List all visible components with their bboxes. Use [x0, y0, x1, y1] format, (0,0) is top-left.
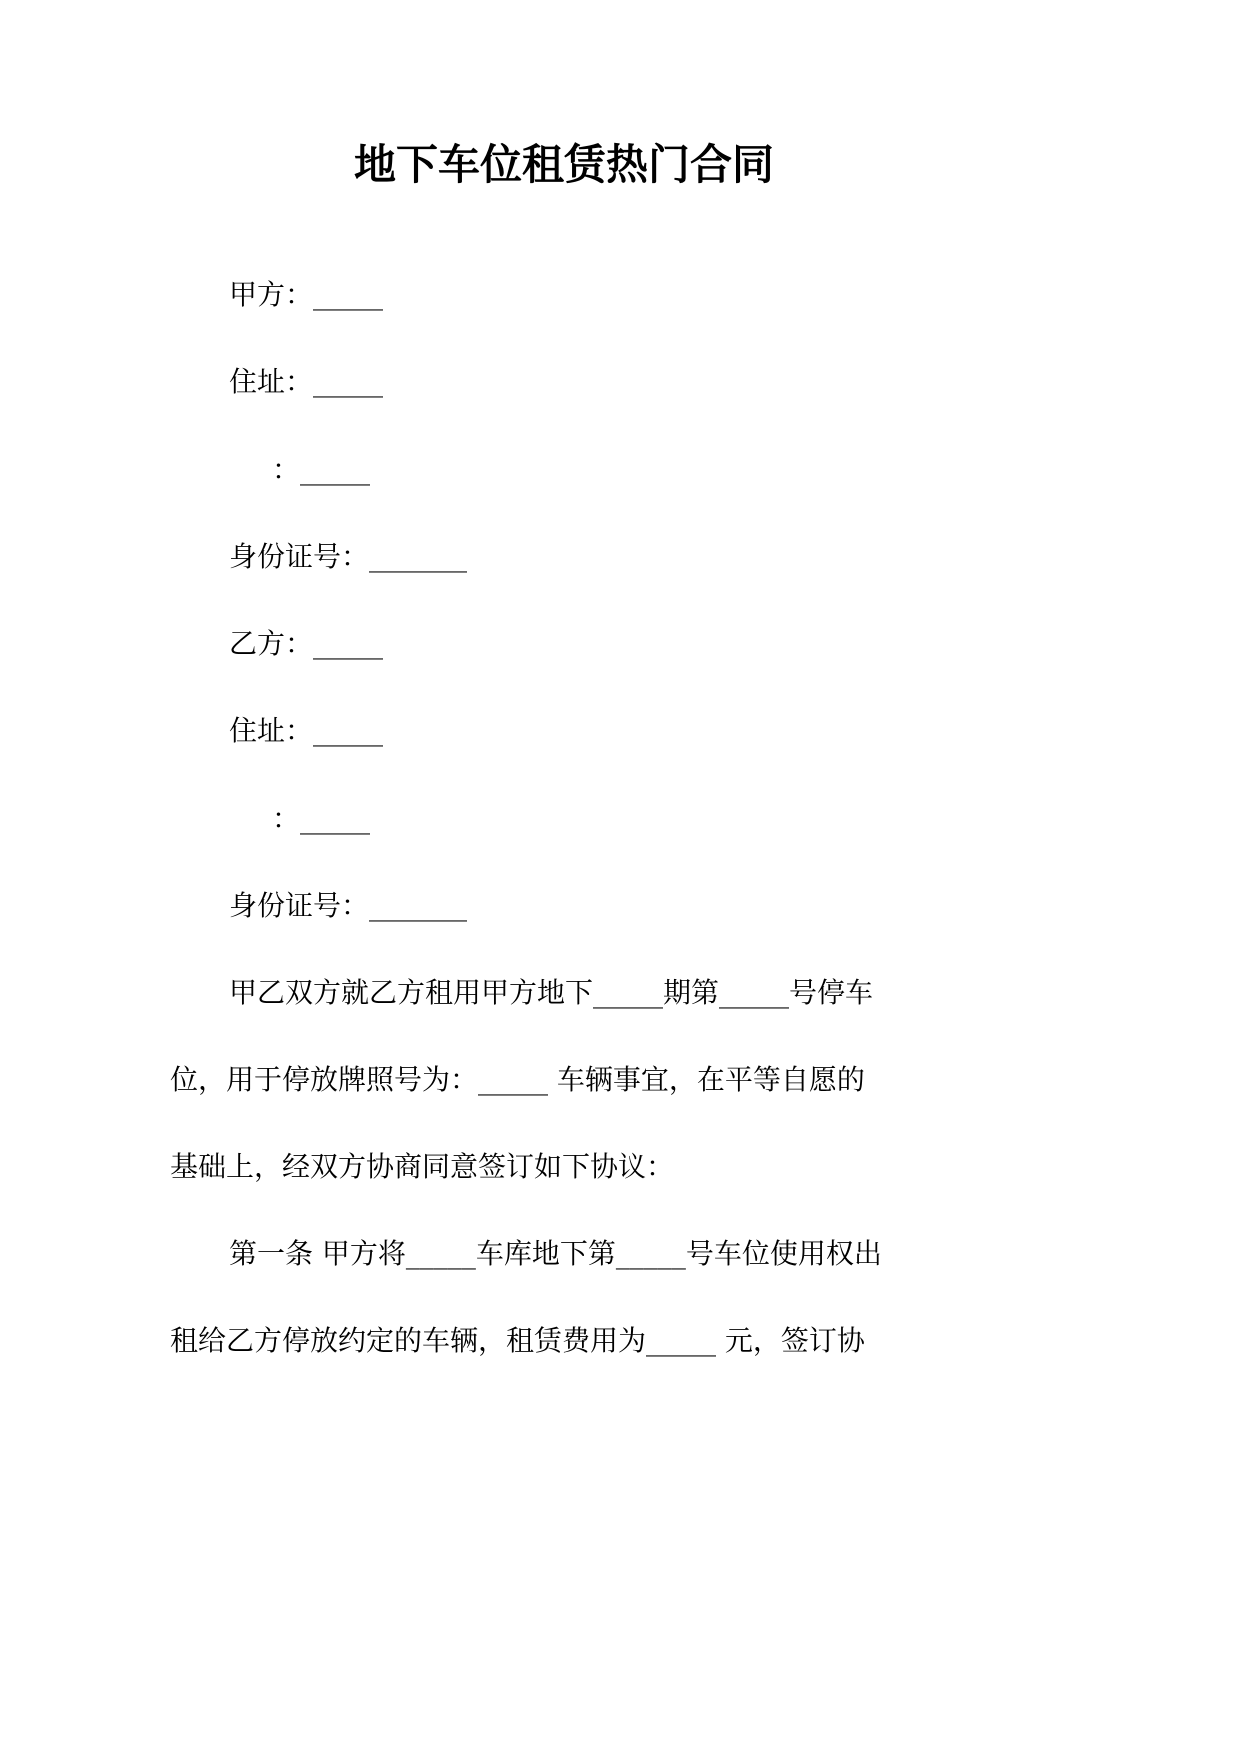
party-b-name-field: 乙方：_____: [229, 627, 384, 660]
party-b-address-field: 住址：_____: [229, 714, 384, 747]
party-a-id-field: 身份证号：_______: [229, 540, 468, 573]
party-a-address-field: 住址：_____: [229, 365, 384, 398]
preamble-line: 甲乙双方就乙方租用甲方地下_____期第_____号停车: [229, 976, 874, 1009]
party-b-id-field: 身份证号：_______: [229, 889, 468, 922]
party-a-blank-field: ：_____: [272, 453, 371, 486]
article-1-line: 租给乙方停放约定的车辆，租赁费用为_____ 元，签订协: [170, 1324, 865, 1357]
preamble-line: 位，用于停放牌照号为：_____ 车辆事宜，在平等自愿的: [170, 1063, 865, 1096]
party-b-blank-field: ：_____: [272, 802, 371, 835]
party-a-name-field: 甲方：_____: [229, 278, 384, 311]
article-1-line: 第一条 甲方将_____车库地下第_____号车位使用权出: [229, 1237, 882, 1270]
document-title: 地下车位租赁热门合同: [353, 140, 774, 189]
preamble-line: 基础上，经双方协商同意签订如下协议：: [170, 1150, 675, 1183]
